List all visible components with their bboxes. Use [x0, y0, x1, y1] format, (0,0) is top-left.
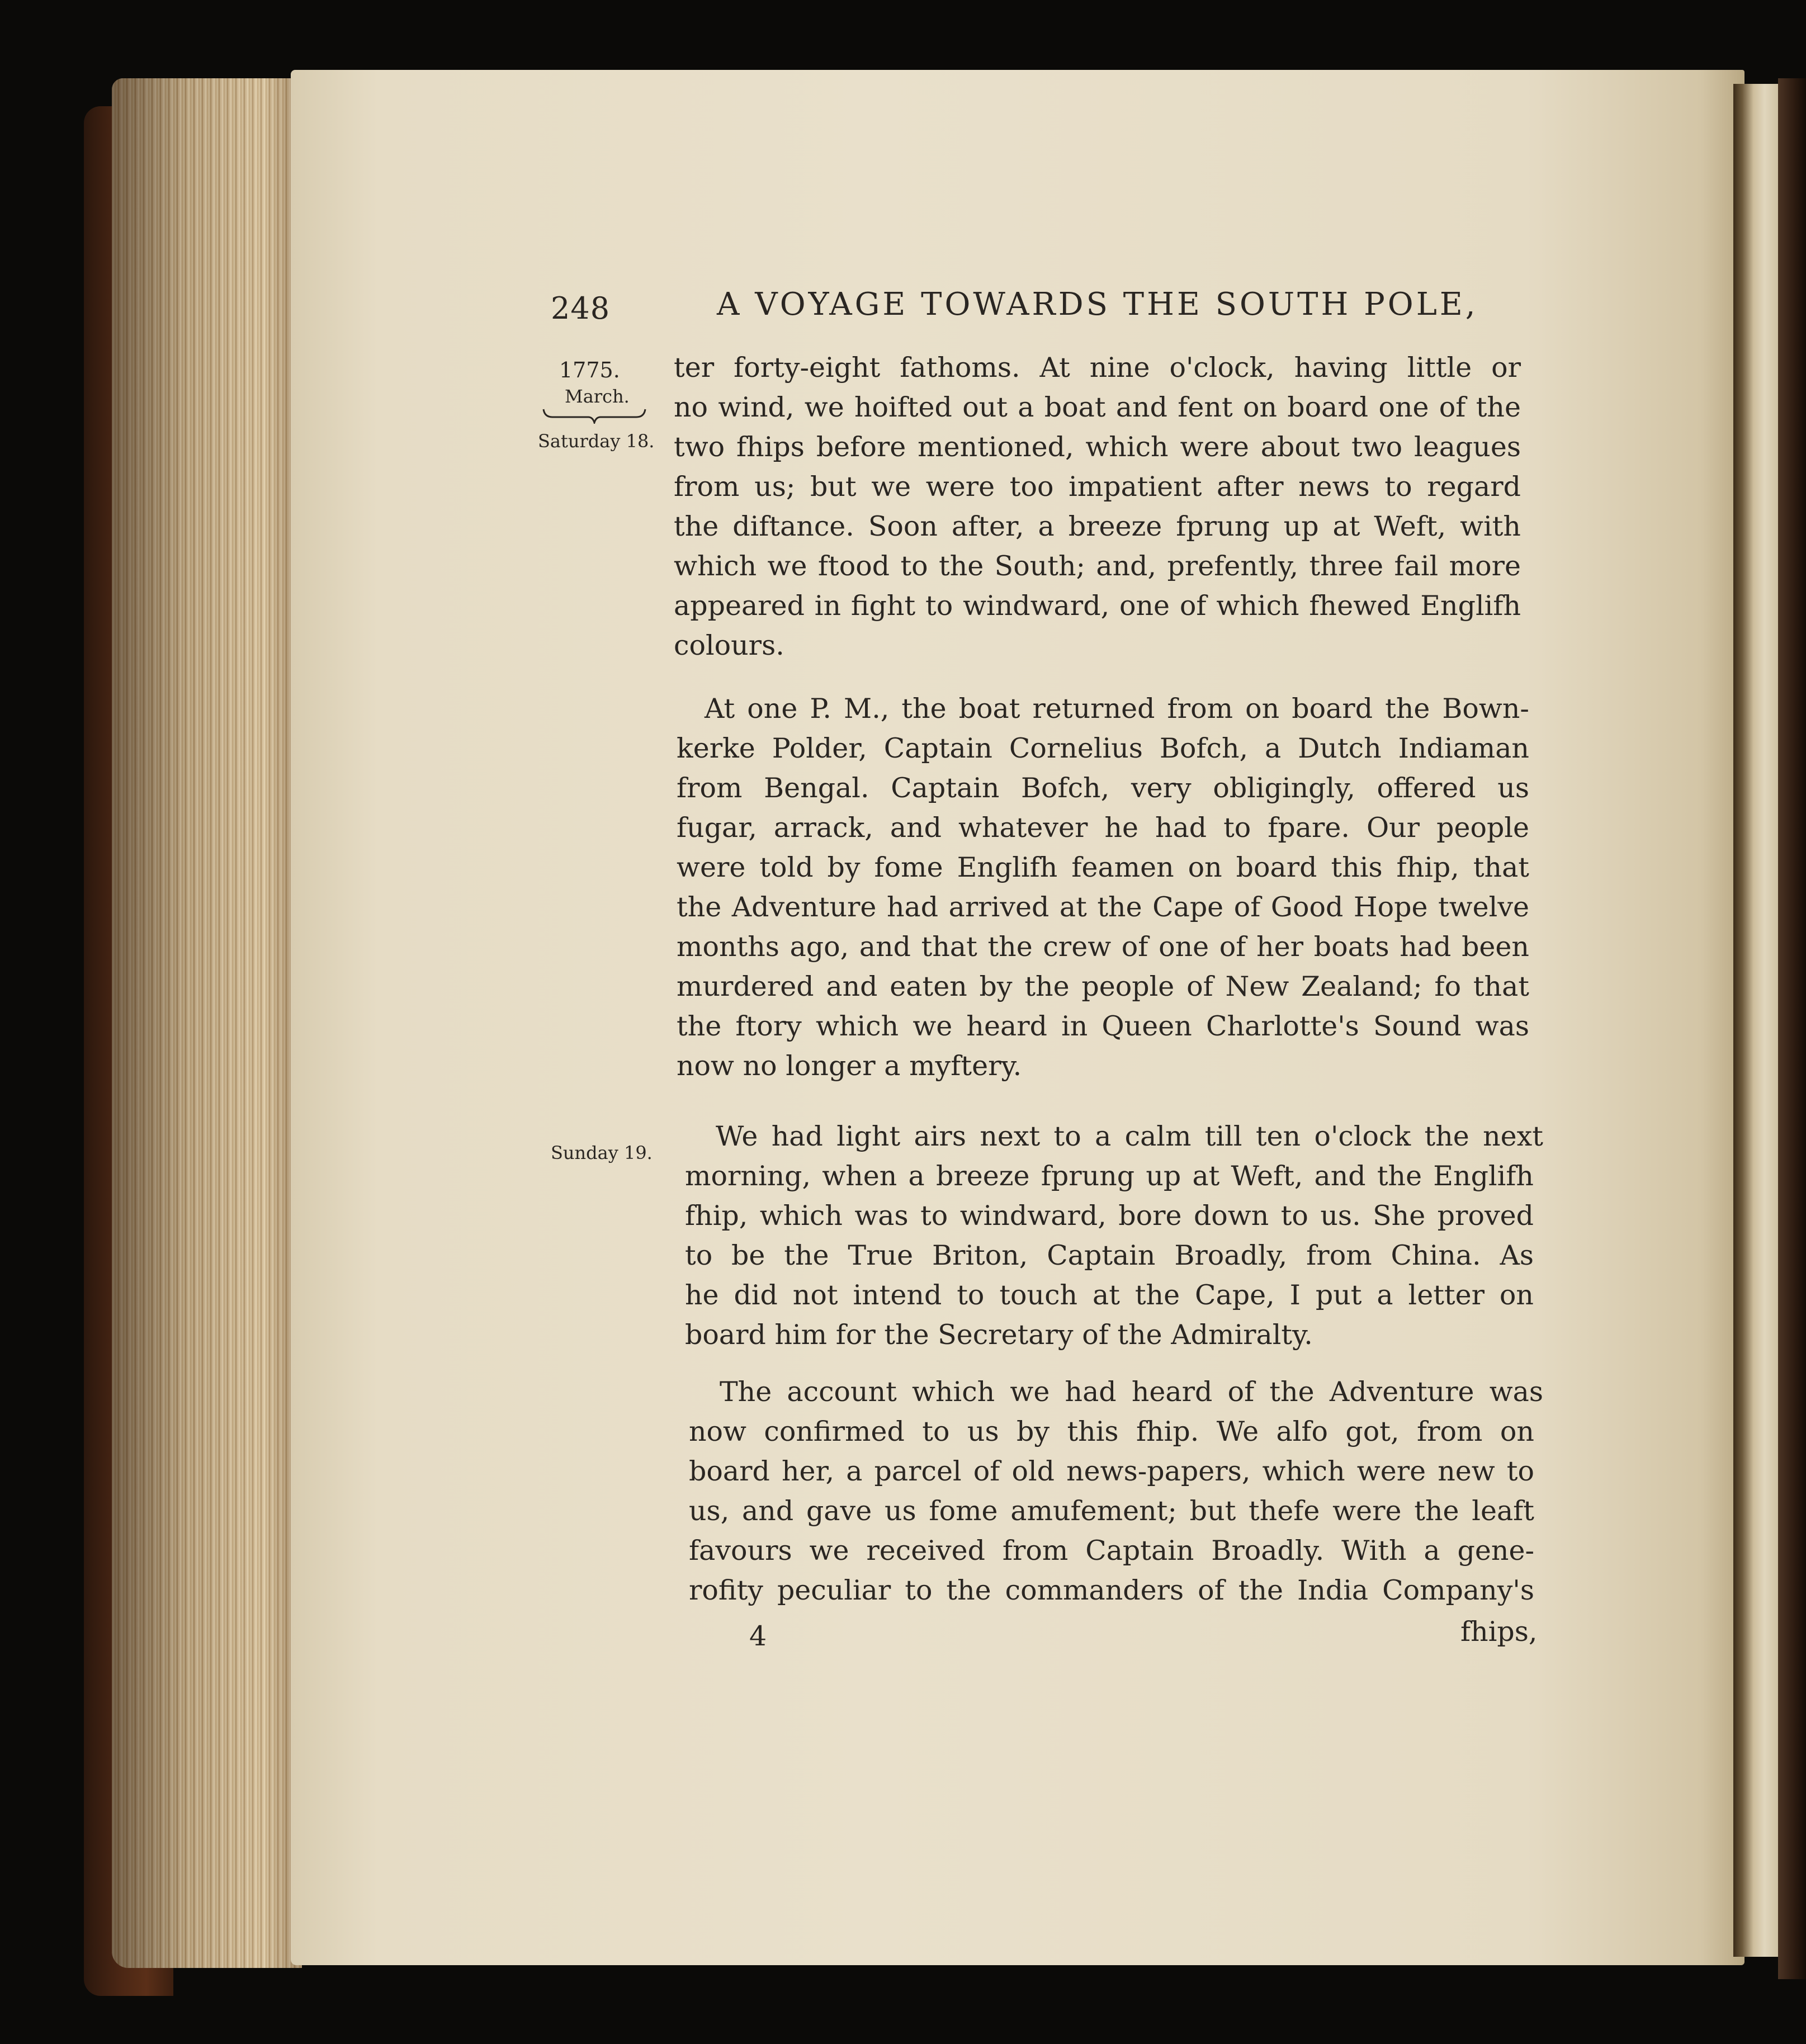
text-line: he did not intend to touch at the Cape, I put a letter on	[685, 1279, 1534, 1311]
margin-note-year: 1775.	[559, 358, 620, 382]
paragraph-2	[674, 689, 1529, 728]
text-line: us, and gave us fome amufement; but thefe were the leaft	[689, 1495, 1534, 1527]
text-line: the ftory which we heard in Queen Charlotte's Sound was	[677, 1010, 1529, 1042]
text-line: board her, a parcel of old news-papers, which were new to	[689, 1455, 1534, 1487]
text-line: the diftance. Soon after, a breeze fprung up at Weft, with	[674, 510, 1521, 542]
text-line: rofity peculiar to the commanders of the India Company's	[689, 1574, 1534, 1606]
text-line: now confirmed to us by this fhip. We alfo got, from on	[689, 1416, 1534, 1447]
text-line: ter forty-eight fathoms. At nine o'clock, having little or	[674, 352, 1521, 384]
text-line: The account which we had heard of the Adventure was	[720, 1376, 1543, 1408]
text-line: no wind, we hoifted out a boat and fent on board one of the	[674, 391, 1521, 423]
text-line: favours we received from Captain Broadly. With a gene-	[689, 1535, 1534, 1567]
text-line: murdered and eaten by the people of New Zealand; fo that	[677, 971, 1529, 1002]
paragraph-1	[674, 348, 1521, 665]
paragraph-3	[685, 1116, 1543, 1156]
text-line: At one P. M., the boat returned from on board the Bown-	[705, 693, 1529, 725]
paragraph-2-body	[677, 728, 1529, 1086]
text-line: fhip, which was to windward, bore down to us. She proved	[685, 1200, 1534, 1232]
text-line: morning, when a breeze fprung up at Weft, and the Englifh	[685, 1160, 1534, 1192]
margin-note-saturday: Saturday 18.	[538, 430, 655, 452]
paragraph-4	[689, 1372, 1543, 1412]
margin-note-month: March.	[565, 386, 630, 407]
text-line: which we ftood to the South; and, prefently, three fail more	[674, 550, 1521, 582]
text-line: the Adventure had arrived at the Cape of Good Hope twelve	[677, 891, 1529, 923]
text-line: to be the True Briton, Captain Broadly, from China. As	[685, 1239, 1534, 1271]
text-line: appeared in fight to windward, one of which fhewed Englifh	[674, 590, 1521, 622]
margin-note-sunday: Sunday 19.	[551, 1142, 653, 1163]
text-line: were told by fome Englifh feamen on board this fhip, that	[677, 851, 1529, 883]
margin-brace	[541, 407, 647, 424]
catchword: fhips,	[1460, 1616, 1538, 1648]
text-line: board him for the Secretary of the Admiralty.	[685, 1319, 1313, 1351]
text-line: from Bengal. Captain Bofch, very obligingly, offered us	[677, 772, 1529, 804]
running-head: A VOYAGE TOWARDS THE SOUTH POLE,	[717, 286, 1478, 323]
paragraph-3-body	[685, 1156, 1534, 1355]
text-line: colours.	[674, 630, 784, 661]
page-number: 248	[551, 291, 611, 326]
signature-mark: 4	[749, 1620, 767, 1652]
text-line: two fhips before mentioned, which were about two leagues	[674, 431, 1521, 463]
text-line: kerke Polder, Captain Cornelius Bofch, a Dutch Indiaman	[677, 732, 1529, 764]
text-line: now no longer a myftery.	[677, 1050, 1022, 1082]
text-line: fugar, arrack, and whatever he had to fpare. Our people	[677, 812, 1529, 844]
paragraph-4-body	[689, 1412, 1534, 1610]
text-line: We had light airs next to a calm till ten o'clock the next	[716, 1120, 1543, 1152]
text-line: from us; but we were too impatient after news to regard	[674, 471, 1521, 503]
text-line: months ago, and that the crew of one of her boats had been	[677, 931, 1529, 963]
